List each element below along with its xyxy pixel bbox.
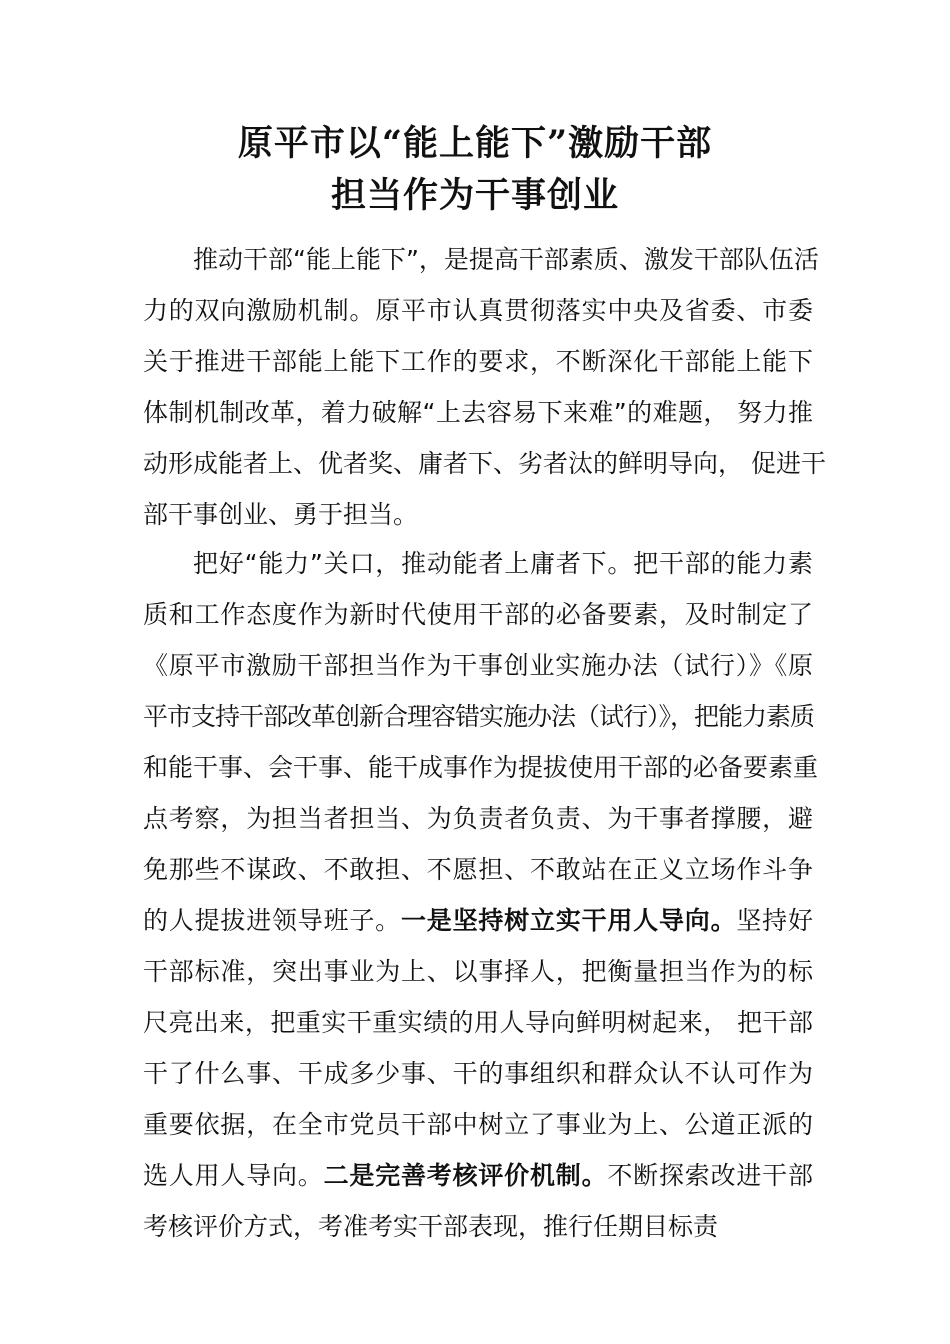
plain-text: 不断探索改进干部 (607, 1161, 813, 1190)
paragraph-line: 尺亮出来，把重实干重实绩的用人导向鲜明树起来， 把干部 (143, 1008, 813, 1037)
document-title-line-1: 原平市以“能上能下”激励干部 (237, 123, 713, 164)
paragraph-2 (143, 538, 819, 1252)
bold-heading-2: 二是完善考核评价机制。 (323, 1161, 608, 1190)
paragraph-line: 力的双向激励机制。原平市认真贯彻落实中央及省委、市委 (143, 296, 813, 325)
paragraph-line: 部干事创业、勇于担当。 (143, 500, 419, 529)
paragraph-line: 动形成能者上、优者奖、庸者下、劣者汰的鲜明导向， 促进干 (143, 449, 826, 478)
paragraph-line: 和能干事、会干事、能干成事作为提拔使用干部的必备要素重 (143, 753, 819, 782)
paragraph-line: 关于推进干部能上能下工作的要求，不断深化干部能上能下 (143, 347, 813, 376)
document-title-line-2: 担当作为干事创业 (330, 175, 619, 216)
paragraph-line: 考核评价方式，考准考实干部表现，推行任期目标责 (143, 1212, 719, 1241)
plain-text: 坚持好 (736, 906, 813, 935)
paragraph-line: 质和工作态度作为新时代使用干部的必备要素，及时制定了 (143, 600, 813, 629)
paragraph-line-mixed (143, 895, 813, 946)
paragraph-line: 干了什么事、干成多少事、干的事组织和群众认不认可作为 (143, 1059, 813, 1088)
paragraph-line: 重要依据，在全市党员干部中树立了事业为上、公道正派的 (143, 1110, 813, 1139)
paragraph-line: 平市支持干部改革创新合理容错实施办法（试行）》，把能力素质 (143, 702, 813, 731)
plain-text: 的人提拔进领导班子。 (143, 906, 401, 935)
plain-text: 选人用人导向。 (143, 1161, 324, 1190)
paragraph-line-mixed (143, 1150, 813, 1201)
bold-heading-1: 一是坚持树立实干用人导向。 (400, 906, 737, 935)
paragraph-line: 体制机制改革，着力破解“上去容易下来难”的难题， 努力推 (143, 398, 813, 427)
paragraph-line: 免那些不谋政、不敢担、不愿担、不敢站在正义立场作斗争 (143, 855, 813, 884)
paragraph-line: 点考察，为担当者担当、为负责者负责、为干事者撑腰，避 (143, 804, 813, 833)
paragraph-line: 推动干部“能上能下”，是提高干部素质、激发干部队伍活 (193, 245, 819, 274)
paragraph-line: 干部标准，突出事业为上、以事择人，把衡量担当作为的标 (143, 957, 813, 986)
paragraph-1 (143, 234, 826, 540)
paragraph-line: 把好“能力”关口，推动能者上庸者下。把干部的能力素 (193, 549, 813, 578)
paragraph-line: 《原平市激励干部担当作为干事创业实施办法（试行）》《原 (143, 651, 813, 680)
